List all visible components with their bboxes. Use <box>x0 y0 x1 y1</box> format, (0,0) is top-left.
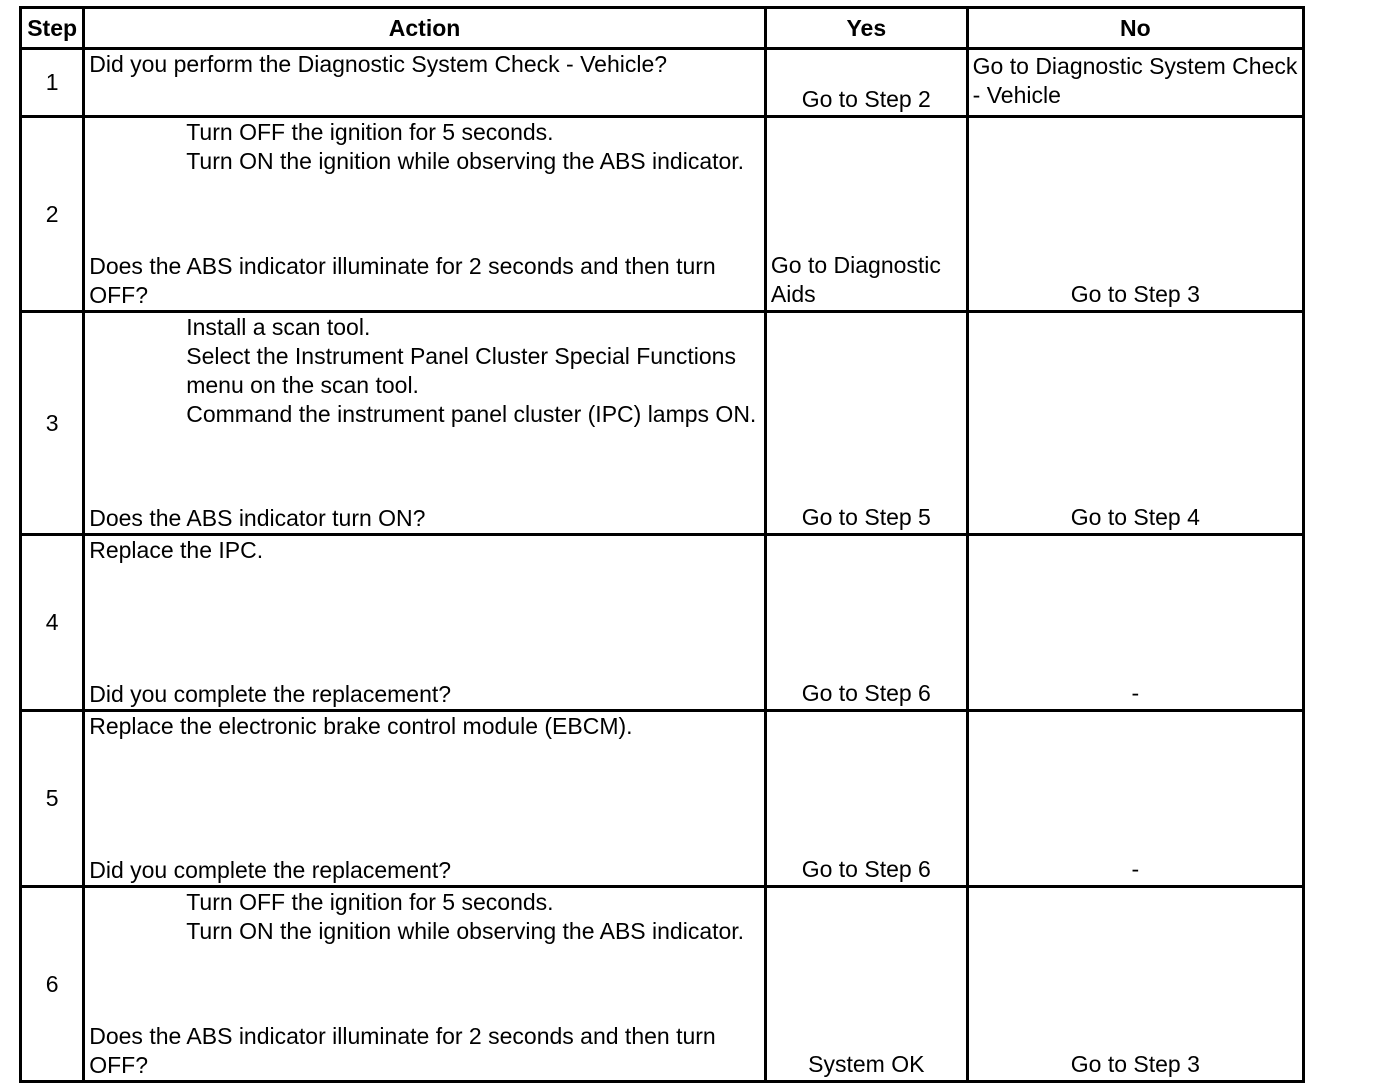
instruction-item: Select the Instrument Panel Cluster Special Functions menu on the scan tool. <box>186 343 736 398</box>
header-action: Action <box>84 8 766 49</box>
table-row <box>21 117 1304 312</box>
table-row <box>21 711 1304 887</box>
yes-result: Go to Step 6 <box>765 535 967 711</box>
instruction-item: Turn OFF the ignition for 5 seconds. <box>186 119 554 145</box>
action-cell <box>84 711 766 887</box>
header-step: Step <box>21 8 84 49</box>
question-text: Does the ABS indicator illuminate for 2 seconds and then turn OFF? <box>89 1023 716 1078</box>
no-result: Go to Step 3 <box>967 117 1303 312</box>
instruction-list <box>89 888 760 946</box>
step-number: 2 <box>21 117 84 312</box>
instruction-item: Turn OFF the ignition for 5 seconds. <box>186 889 554 915</box>
step-number: 4 <box>21 535 84 711</box>
step-number: 3 <box>21 312 84 535</box>
question-text: Did you complete the replacement? <box>89 857 452 883</box>
instruction-item: Command the instrument panel cluster (IPC) lamps ON. <box>186 401 757 427</box>
question-text: Did you perform the Diagnostic System Check - Vehicle? <box>89 51 668 77</box>
no-result: Go to Step 4 <box>967 312 1303 535</box>
question-text: Did you complete the replacement? <box>89 681 452 707</box>
step-number: 6 <box>21 887 84 1082</box>
table-row <box>21 535 1304 711</box>
instruction-item: Install a scan tool. <box>186 314 371 340</box>
action-lead-text: Replace the IPC. <box>89 537 264 563</box>
question-text: Does the ABS indicator illuminate for 2 seconds and then turn OFF? <box>89 253 716 308</box>
header-no: No <box>967 8 1303 49</box>
header-row <box>21 8 1304 49</box>
diagnostic-table <box>19 6 1305 1083</box>
table-row <box>21 49 1304 117</box>
yes-result: System OK <box>765 887 967 1082</box>
no-result: - <box>967 535 1303 711</box>
yes-result: Go to Diagnostic Aids <box>765 117 967 312</box>
action-cell <box>84 312 766 535</box>
action-lead-text: Replace the electronic brake control module (EBCM). <box>89 713 633 739</box>
instruction-list <box>89 118 760 176</box>
step-number: 1 <box>21 49 84 117</box>
instruction-list <box>89 313 760 429</box>
instruction-item: Turn ON the ignition while observing the ABS indicator. <box>186 918 745 944</box>
action-cell <box>84 887 766 1082</box>
question-text: Does the ABS indicator turn ON? <box>89 505 426 531</box>
yes-result: Go to Step 2 <box>765 49 967 117</box>
action-cell <box>84 535 766 711</box>
action-cell <box>84 49 766 117</box>
yes-result: Go to Step 5 <box>765 312 967 535</box>
no-result: - <box>967 711 1303 887</box>
table-row <box>21 887 1304 1082</box>
step-number: 5 <box>21 711 84 887</box>
no-result: Go to Step 3 <box>967 887 1303 1082</box>
instruction-item: Turn ON the ignition while observing the ABS indicator. <box>186 148 745 174</box>
header-yes: Yes <box>765 8 967 49</box>
table-row <box>21 312 1304 535</box>
action-cell <box>84 117 766 312</box>
yes-result: Go to Step 6 <box>765 711 967 887</box>
no-result: Go to Diagnostic System Check - Vehicle <box>967 49 1303 117</box>
